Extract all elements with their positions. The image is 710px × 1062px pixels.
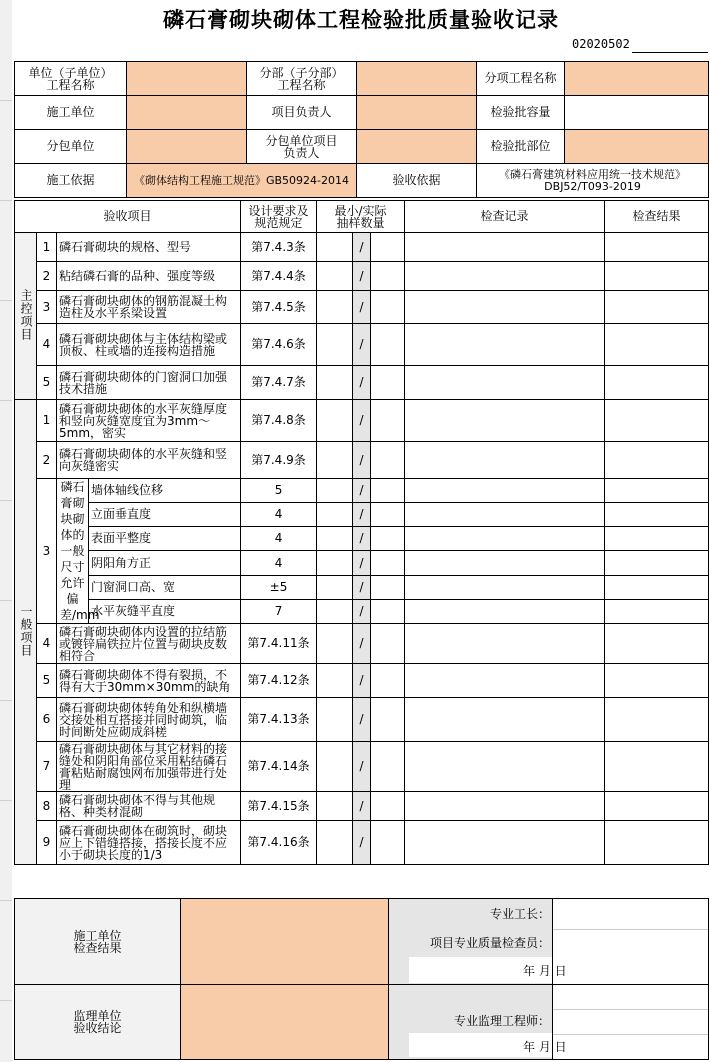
construction-basis-value: 《砌体结构工程施工规范》GB50924-2014 (127, 164, 357, 198)
sample-min[interactable] (317, 479, 353, 503)
check-result[interactable] (605, 442, 709, 479)
item-text: 磷石膏砌块砌体的钢筋混凝土构造柱及水平系梁设置 (57, 291, 241, 324)
deviation-name: 表面平整度 (89, 527, 241, 551)
page-title: 磷石膏砌块砌体工程检验批质量验收记录 (163, 8, 559, 32)
sample-slash: / (353, 821, 371, 865)
sample-actual[interactable] (371, 324, 405, 366)
item-clause: 第7.4.14条 (241, 742, 317, 792)
check-result[interactable] (605, 503, 709, 527)
table-row (15, 400, 709, 442)
check-record[interactable] (405, 575, 605, 599)
sample-actual[interactable] (371, 366, 405, 400)
check-result[interactable] (605, 262, 709, 291)
construction-check-label: 施工单位 检查结果 (15, 899, 181, 985)
sample-slash: / (353, 664, 371, 698)
deviation-row (15, 551, 709, 575)
check-result[interactable] (605, 599, 709, 623)
general-items-label (15, 400, 37, 865)
check-result[interactable] (605, 551, 709, 575)
construction-date-cell[interactable] (523, 899, 709, 985)
table-row (15, 792, 709, 821)
item-clause: 第7.4.9条 (241, 442, 317, 479)
deviation-row (15, 503, 709, 527)
deviation-name: 水平灰缝平直度 (89, 599, 241, 623)
code-underline (632, 52, 708, 53)
deviation-row (15, 575, 709, 599)
item-text: 磷石膏砌块砌体的水平灰缝厚度和竖向灰缝宽度宜为3mm～5mm，密实 (57, 400, 241, 442)
subitem-label: 分项工程名称 (477, 62, 565, 96)
sample-min[interactable] (317, 400, 353, 442)
deviation-value: 5 (241, 479, 317, 503)
deviation-label: 磷石膏砌块砌体的一般尺寸允许偏差/mm (57, 479, 89, 624)
construction-unit-value[interactable] (127, 96, 247, 130)
sample-slash: / (353, 479, 371, 503)
check-record[interactable] (405, 527, 605, 551)
deviation-row (15, 599, 709, 623)
sample-actual[interactable] (371, 442, 405, 479)
table-row (15, 664, 709, 698)
sample-min[interactable] (317, 742, 353, 792)
sample-slash: / (353, 527, 371, 551)
main-items-text: 主控项目 (19, 288, 33, 341)
col-design-header: 设计要求及 规范规定 (241, 201, 317, 233)
inspection-table (14, 200, 709, 865)
check-result[interactable] (605, 698, 709, 742)
deviation-value: 7 (241, 599, 317, 623)
item-clause: 第7.4.5条 (241, 291, 317, 324)
general-items-text: 一般项目 (19, 604, 33, 657)
check-result[interactable] (605, 527, 709, 551)
check-result[interactable] (605, 324, 709, 366)
item-number: 3 (37, 291, 57, 324)
sample-min[interactable] (317, 442, 353, 479)
subcontract-unit-label: 分包单位 (15, 130, 127, 164)
table-row (15, 442, 709, 479)
item-number: 2 (37, 262, 57, 291)
footer-table (14, 898, 709, 1060)
sample-slash: / (353, 442, 371, 479)
sample-min[interactable] (317, 551, 353, 575)
subcontract-manager-value[interactable] (357, 130, 477, 164)
deviation-value: ±5 (241, 575, 317, 599)
sample-slash: / (353, 233, 371, 262)
check-result[interactable] (605, 624, 709, 664)
main-items-label (15, 233, 37, 400)
batch-capacity-value[interactable] (565, 96, 709, 130)
check-record[interactable] (405, 742, 605, 792)
item-clause: 第7.4.16条 (241, 821, 317, 865)
check-result[interactable] (605, 664, 709, 698)
deviation-row (15, 527, 709, 551)
sample-min[interactable] (317, 527, 353, 551)
sample-min[interactable] (317, 821, 353, 865)
sample-slash: / (353, 742, 371, 792)
sample-min[interactable] (317, 233, 353, 262)
item-text: 磷石膏砌块砌体与其它材料的接缝处和阴阳角部位采用粘结磷石膏粘贴耐腐蚀网布加强带进行处理 (57, 742, 241, 792)
subcontract-manager-label: 分包单位项目 负责人 (247, 130, 357, 164)
check-record[interactable] (405, 291, 605, 324)
subitem-value[interactable] (565, 62, 709, 96)
check-result[interactable] (605, 233, 709, 262)
batch-location-value[interactable] (565, 130, 709, 164)
check-record[interactable] (405, 479, 605, 503)
item-text: 磷石膏砌块砌体的水平灰缝和竖向灰缝密实 (57, 442, 241, 479)
subdivision-value[interactable] (357, 62, 477, 96)
qc-inspector-label: 项目专业质量检查员： (429, 936, 550, 950)
construction-date: 年 月 日 (523, 964, 567, 978)
check-result[interactable] (605, 742, 709, 792)
item-number: 4 (37, 324, 57, 366)
table-row (15, 291, 709, 324)
header-table (14, 61, 709, 198)
sample-slash: / (353, 400, 371, 442)
supervision-date-cell[interactable] (523, 985, 709, 1060)
item-clause: 第7.4.3条 (241, 233, 317, 262)
sample-actual[interactable] (371, 742, 405, 792)
sample-min[interactable] (317, 503, 353, 527)
sample-actual[interactable] (371, 233, 405, 262)
sample-min[interactable] (317, 366, 353, 400)
acceptance-basis-value: 《磷石膏建筑材料应用统一技术规范》DBJ52/T093-2019 (477, 164, 709, 198)
form-code: 02020502 (572, 37, 630, 51)
batch-capacity-label: 检验批容量 (477, 96, 565, 130)
check-record[interactable] (405, 821, 605, 865)
check-record[interactable] (405, 233, 605, 262)
sample-actual[interactable] (371, 792, 405, 821)
item-text: 磷石膏砌块砌体与主体结构梁或顶板、柱或墙的连接构造措施 (57, 324, 241, 366)
item-text: 磷石膏砌块砌体不得有裂损，不得有大于30mm×30mm的缺角 (57, 664, 241, 698)
sample-min[interactable] (317, 262, 353, 291)
item-clause: 第7.4.4条 (241, 262, 317, 291)
supervision-label: 监理单位 验收结论 (15, 985, 181, 1060)
check-record[interactable] (405, 366, 605, 400)
sample-slash: / (353, 324, 371, 366)
sample-slash: / (353, 698, 371, 742)
foreman-label: 专业工长： (489, 907, 550, 921)
sample-min[interactable] (317, 599, 353, 623)
deviation-name: 门窗洞口高、宽 (89, 575, 241, 599)
subcontract-unit-value[interactable] (127, 130, 247, 164)
item-text: 磷石膏砌块砌体的门窗洞口加强技术措施 (57, 366, 241, 400)
item-number: 4 (37, 624, 57, 664)
sample-min[interactable] (317, 664, 353, 698)
table-row (15, 366, 709, 400)
check-result[interactable] (605, 479, 709, 503)
construction-check-value[interactable] (181, 899, 389, 985)
deviation-row (15, 479, 709, 503)
deviation-value: 4 (241, 503, 317, 527)
deviation-name: 阴阳角方正 (89, 551, 241, 575)
deviation-name: 立面垂直度 (89, 503, 241, 527)
check-record[interactable] (405, 792, 605, 821)
deviation-value: 4 (241, 527, 317, 551)
check-record[interactable] (405, 400, 605, 442)
table-row (15, 233, 709, 262)
item-number: 5 (37, 366, 57, 400)
sample-actual[interactable] (371, 291, 405, 324)
table-row (15, 821, 709, 865)
col-item-header: 验收项目 (15, 201, 241, 233)
item-number: 2 (37, 442, 57, 479)
sample-actual[interactable] (371, 400, 405, 442)
check-result[interactable] (605, 291, 709, 324)
unit-value[interactable] (127, 62, 247, 96)
sample-actual[interactable] (371, 599, 405, 623)
construction-unit-label: 施工单位 (15, 96, 127, 130)
sample-slash: / (353, 551, 371, 575)
sample-actual[interactable] (371, 527, 405, 551)
sample-slash: / (353, 624, 371, 664)
deviation-value: 4 (241, 551, 317, 575)
sample-actual[interactable] (371, 624, 405, 664)
sample-slash: / (353, 792, 371, 821)
batch-location-label: 检验批部位 (477, 130, 565, 164)
item-clause: 第7.4.7条 (241, 366, 317, 400)
check-record[interactable] (405, 599, 605, 623)
sample-slash: / (353, 599, 371, 623)
sample-slash: / (353, 262, 371, 291)
check-result[interactable] (605, 366, 709, 400)
item-number: 1 (37, 400, 57, 442)
subdivision-label: 分部（子分部） 工程名称 (247, 62, 357, 96)
check-record[interactable] (405, 442, 605, 479)
check-record[interactable] (405, 624, 605, 664)
sample-min[interactable] (317, 575, 353, 599)
sample-slash: / (353, 503, 371, 527)
construction-basis-label: 施工依据 (15, 164, 127, 198)
item-clause: 第7.4.13条 (241, 698, 317, 742)
sample-slash: / (353, 575, 371, 599)
sample-actual[interactable] (371, 664, 405, 698)
item-number: 8 (37, 792, 57, 821)
item-clause: 第7.4.8条 (241, 400, 317, 442)
item-clause: 第7.4.12条 (241, 664, 317, 698)
project-manager-value[interactable] (357, 96, 477, 130)
item-text: 磷石膏砌块砌体不得与其他规格、种类材混砌 (57, 792, 241, 821)
item-clause: 第7.4.6条 (241, 324, 317, 366)
sample-actual[interactable] (371, 698, 405, 742)
item-text: 粘结磷石膏的品种、强度等级 (57, 262, 241, 291)
deviation-number: 3 (37, 479, 57, 624)
deviation-name: 墙体轴线位移 (89, 479, 241, 503)
check-record[interactable] (405, 551, 605, 575)
sample-slash: / (353, 366, 371, 400)
item-number: 9 (37, 821, 57, 865)
item-number: 1 (37, 233, 57, 262)
check-record[interactable] (405, 324, 605, 366)
check-record[interactable] (405, 664, 605, 698)
check-record[interactable] (405, 698, 605, 742)
sample-actual[interactable] (371, 479, 405, 503)
item-text: 磷石膏砌块砌体在砌筑时，砌块应上下错缝搭接，搭接长度不应小于砌块长度的1/3 (57, 821, 241, 865)
engineer-label: 专业监理工程师： (453, 1014, 550, 1028)
check-record[interactable] (405, 262, 605, 291)
supervision-value[interactable] (181, 985, 389, 1060)
sample-actual[interactable] (371, 503, 405, 527)
sample-min[interactable] (317, 624, 353, 664)
sample-min[interactable] (317, 324, 353, 366)
item-text: 磷石膏砌块砌体转角处和纵横墙交接处相互搭接并同时砌筑，临时间断处应砌成斜槎 (57, 698, 241, 742)
item-clause: 第7.4.11条 (241, 624, 317, 664)
check-record[interactable] (405, 503, 605, 527)
table-row (15, 698, 709, 742)
sample-actual[interactable] (371, 262, 405, 291)
sample-min[interactable] (317, 698, 353, 742)
col-sample-header: 最小/实际 抽样数量 (317, 201, 405, 233)
item-text: 磷石膏砌块砌体内设置的拉结筋或镀锌扁铁拉片位置与砌块皮数相符合 (57, 624, 241, 664)
unit-label: 单位（子单位） 工程名称 (15, 62, 127, 96)
col-record-header: 检查记录 (405, 201, 605, 233)
check-result[interactable] (605, 821, 709, 865)
item-number: 5 (37, 664, 57, 698)
sample-actual[interactable] (371, 575, 405, 599)
item-clause: 第7.4.15条 (241, 792, 317, 821)
sample-actual[interactable] (371, 551, 405, 575)
sample-min[interactable] (317, 291, 353, 324)
table-row (15, 324, 709, 366)
check-result[interactable] (605, 575, 709, 599)
sample-slash: / (353, 291, 371, 324)
table-row (15, 742, 709, 792)
col-result-header: 检查结果 (605, 201, 709, 233)
supervision-date: 年 月 日 (523, 1040, 567, 1054)
sample-actual[interactable] (371, 821, 405, 865)
project-manager-label: 项目负责人 (247, 96, 357, 130)
table-row (15, 624, 709, 664)
acceptance-basis-label: 验收依据 (357, 164, 477, 198)
item-text: 磷石膏砌块的规格、型号 (57, 233, 241, 262)
table-row (15, 262, 709, 291)
sample-min[interactable] (317, 792, 353, 821)
item-number: 6 (37, 698, 57, 742)
check-result[interactable] (605, 400, 709, 442)
item-number: 7 (37, 742, 57, 792)
check-result[interactable] (605, 792, 709, 821)
